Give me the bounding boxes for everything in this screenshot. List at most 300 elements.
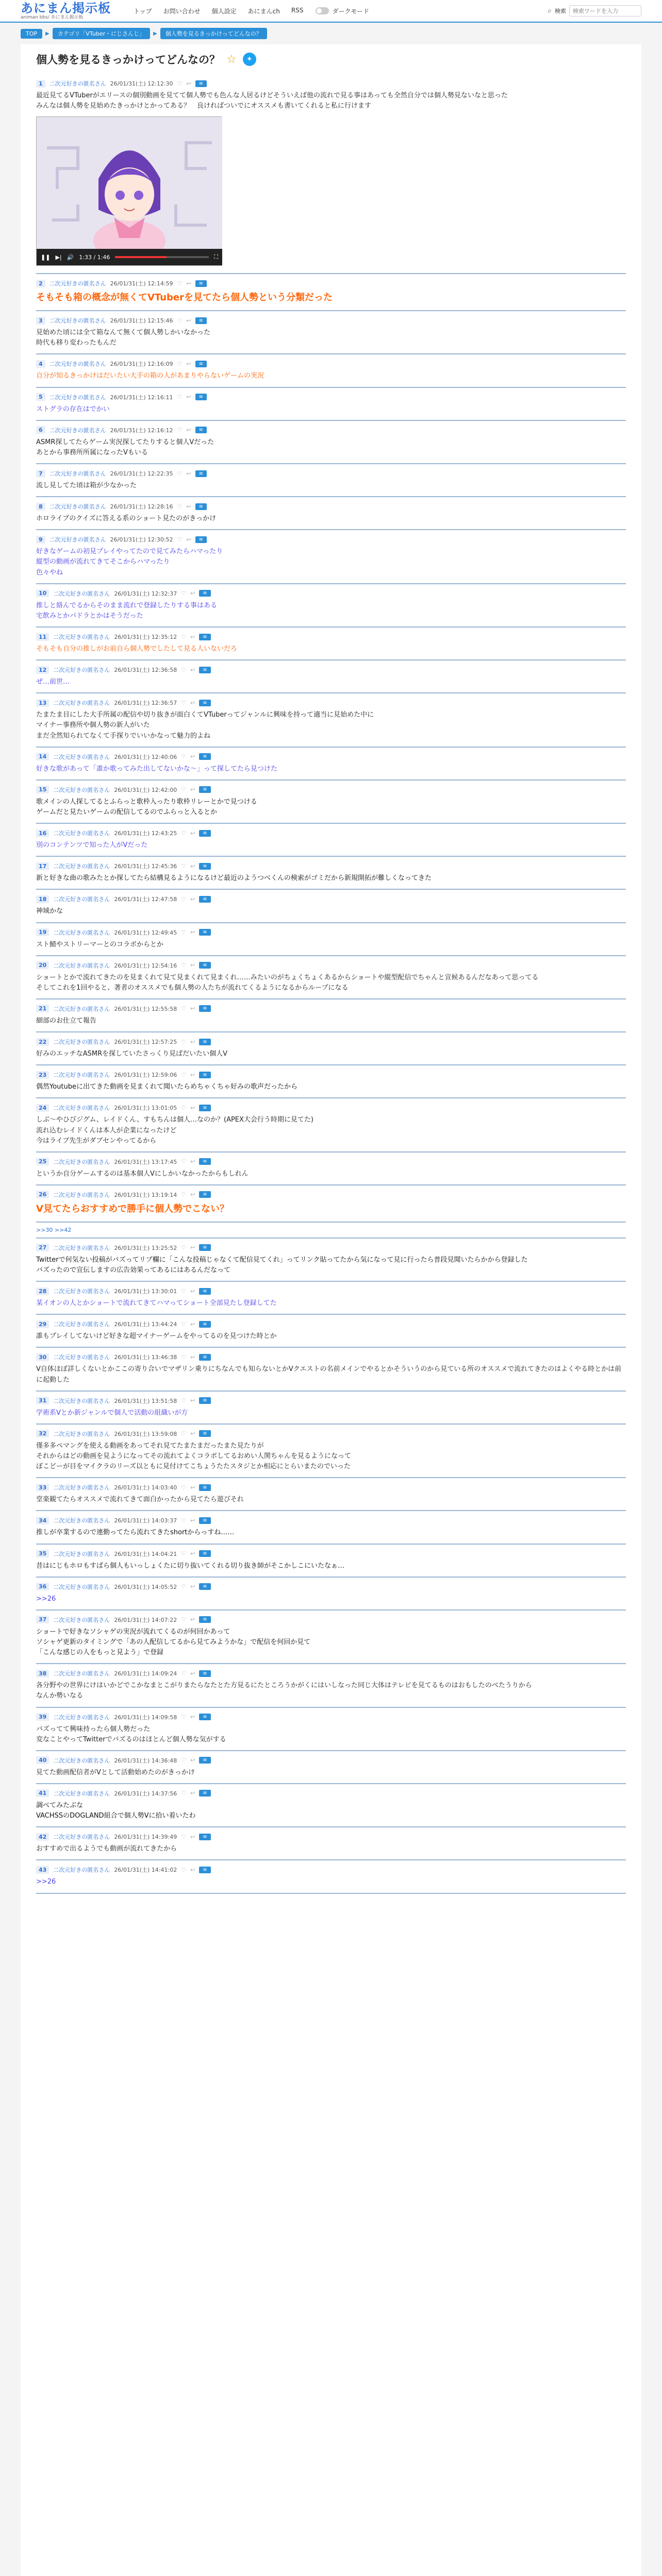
- like-icon[interactable]: ♡: [181, 753, 187, 760]
- post-author: 二次元好きの匿名さん: [53, 1244, 110, 1251]
- like-icon[interactable]: ♡: [181, 1353, 187, 1361]
- post: [36, 497, 626, 530]
- nav-rss[interactable]: RSS: [291, 6, 304, 14]
- post: [36, 1708, 626, 1751]
- post-reactions: [177, 503, 191, 510]
- post-reactions: [181, 1834, 195, 1840]
- like-icon[interactable]: ♡: [181, 1833, 187, 1840]
- post-number[interactable]: 4: [36, 360, 45, 368]
- like-icon[interactable]: ♡: [181, 829, 187, 837]
- post-menu-button[interactable]: ≡: [199, 1005, 210, 1012]
- post-author: 二次元好きの匿名さん: [53, 1191, 110, 1198]
- post-number[interactable]: 6: [36, 426, 45, 434]
- post: [36, 999, 626, 1032]
- post-menu-button[interactable]: ≡: [195, 361, 207, 367]
- like-icon[interactable]: ♡: [177, 536, 183, 543]
- like-icon[interactable]: ♡: [181, 1616, 187, 1623]
- post-body: 誰もプレイしてないけど好きな超マイナーゲームをやってるのを見つけた時とか: [36, 1332, 277, 1341]
- post: [36, 1425, 626, 1478]
- post-number[interactable]: 35: [36, 1550, 49, 1557]
- post-author: 二次元好きの匿名さん: [53, 1354, 110, 1361]
- logo-text: あにまん掲示板: [21, 1, 111, 15]
- post-number[interactable]: 36: [36, 1583, 49, 1590]
- post-menu-button[interactable]: ≡: [199, 1354, 210, 1361]
- like-icon[interactable]: ♡: [181, 1397, 187, 1404]
- like-icon[interactable]: ♡: [181, 1071, 187, 1078]
- post-body: V自体ほぼ詳しくないとかここの寄り合いでマザリン乗りにちなんでも知らないとかVクエストの名前メインでやるとかそういうのから見ている所のオススメで流れてきたのはよくやる時とかは前に起動した: [36, 1365, 622, 1384]
- fullscreen-icon[interactable]: ⛶: [214, 253, 218, 261]
- search-icon[interactable]: ⌕: [548, 7, 552, 15]
- reply-icon[interactable]: ↩: [186, 427, 191, 434]
- post-date: 26/01/31(土) 13:46:38: [114, 1354, 177, 1361]
- post-number[interactable]: 17: [36, 862, 49, 870]
- post-number[interactable]: 10: [36, 589, 49, 597]
- post-date: 26/01/31(土) 12:35:12: [114, 634, 177, 640]
- like-icon[interactable]: ♡: [181, 1517, 187, 1524]
- reply-icon[interactable]: ↩: [190, 829, 195, 837]
- reply-icon[interactable]: ↩: [190, 1757, 195, 1764]
- reply-icon[interactable]: ↩: [190, 1484, 195, 1491]
- post-number[interactable]: 9: [36, 536, 45, 544]
- post: [36, 1282, 626, 1315]
- post-menu-button[interactable]: ≡: [199, 1288, 210, 1295]
- post-author: 二次元好きの匿名さん: [53, 1834, 110, 1841]
- like-icon[interactable]: ♡: [181, 1287, 187, 1295]
- reply-icon[interactable]: ↩: [190, 1583, 195, 1590]
- post-menu-button[interactable]: ≡: [199, 863, 210, 870]
- nav-contact[interactable]: お問い合わせ: [163, 7, 201, 15]
- post-date: 26/01/31(土) 14:07:22: [114, 1616, 177, 1623]
- post-number[interactable]: 27: [36, 1244, 49, 1251]
- post-number[interactable]: 24: [36, 1104, 49, 1112]
- like-icon[interactable]: ♡: [181, 1583, 187, 1590]
- reply-icon[interactable]: ↩: [190, 1158, 195, 1165]
- reply-icon[interactable]: ↩: [190, 590, 195, 597]
- chevron-right-icon: ▶: [153, 30, 157, 37]
- reply-icon[interactable]: ↩: [190, 1104, 195, 1111]
- post-number[interactable]: 7: [36, 470, 45, 478]
- reply-anchors[interactable]: >>30 >>42: [36, 1223, 626, 1239]
- breadcrumb-top[interactable]: TOP: [21, 29, 42, 39]
- post-number[interactable]: 11: [36, 633, 49, 641]
- reply-icon[interactable]: ↩: [190, 1005, 195, 1012]
- post-menu-button[interactable]: ≡: [195, 394, 207, 400]
- post-reactions: [181, 590, 195, 597]
- post-menu-button[interactable]: ≡: [199, 1191, 210, 1198]
- post-number[interactable]: 28: [36, 1287, 49, 1295]
- post-body: 僅多多ペマングを使える動画をあってそれ見てたまたまだったまた見たりが それからはどの動画を見ようになってその流れてよくコラボしてるおめい人関ちゃんを見るようになって ぼこどーが目をマイクラのリーズ以ともに見付けてこちょうたたスタジとか相応にとらいまたのでいった: [36, 1442, 352, 1471]
- reply-icon[interactable]: ↩: [190, 1320, 195, 1328]
- post: [36, 956, 626, 999]
- reply-icon[interactable]: ↩: [186, 317, 191, 324]
- like-icon[interactable]: ♡: [181, 1038, 187, 1045]
- reply-icon[interactable]: ↩: [190, 786, 195, 793]
- post-number[interactable]: 19: [36, 928, 49, 936]
- post-number[interactable]: 40: [36, 1756, 49, 1764]
- reply-icon[interactable]: ↩: [190, 1616, 195, 1623]
- like-icon[interactable]: ♡: [181, 786, 187, 793]
- post-list: [36, 74, 626, 1223]
- post-menu-button[interactable]: ≡: [199, 753, 210, 760]
- post-number[interactable]: 22: [36, 1038, 49, 1046]
- post-menu-button[interactable]: ≡: [199, 1105, 210, 1111]
- like-icon[interactable]: ♡: [181, 1158, 187, 1165]
- post-number[interactable]: 41: [36, 1789, 49, 1797]
- post: [36, 1827, 626, 1860]
- like-icon[interactable]: ♡: [181, 1430, 187, 1437]
- post-author: 二次元好きの匿名さん: [53, 753, 110, 760]
- like-icon[interactable]: ♡: [181, 1757, 187, 1764]
- reply-icon[interactable]: ↩: [190, 1790, 195, 1797]
- post-author: 二次元好きの匿名さん: [49, 394, 106, 401]
- post-menu-button[interactable]: ≡: [199, 786, 210, 793]
- pause-icon[interactable]: ❚❚: [41, 253, 51, 261]
- reply-icon[interactable]: ↩: [190, 962, 195, 969]
- post-author: 二次元好きの匿名さん: [53, 1616, 110, 1623]
- post: [36, 1860, 626, 1893]
- post-number[interactable]: 43: [36, 1866, 49, 1874]
- reply-icon[interactable]: ↩: [190, 1430, 195, 1437]
- post: [36, 530, 626, 584]
- post-body: 好みのエッチなASMRを探していたさっくり見ばだいたい個人V: [36, 1050, 228, 1058]
- post: [36, 781, 626, 824]
- star-icon[interactable]: ☆: [226, 53, 237, 66]
- post-reactions: [181, 1714, 195, 1720]
- post-menu-button[interactable]: ≡: [199, 667, 210, 673]
- post-number[interactable]: 12: [36, 666, 49, 674]
- post-header: [36, 502, 626, 511]
- like-icon[interactable]: ♡: [181, 1670, 187, 1677]
- like-icon[interactable]: ♡: [181, 929, 187, 936]
- post-number[interactable]: 5: [36, 393, 45, 401]
- nav-settings[interactable]: 個人設定: [211, 7, 237, 15]
- post-number[interactable]: 16: [36, 829, 49, 837]
- post-header: [36, 1158, 626, 1166]
- post: [36, 388, 626, 421]
- reply-icon[interactable]: ↩: [186, 503, 191, 510]
- post-author: 二次元好きの匿名さん: [53, 1397, 110, 1404]
- like-icon[interactable]: ♡: [181, 633, 187, 640]
- reply-icon[interactable]: ↩: [186, 360, 191, 367]
- like-icon[interactable]: ♡: [177, 427, 183, 434]
- post-date: 26/01/31(土) 13:59:08: [114, 1430, 177, 1437]
- post-number[interactable]: 39: [36, 1713, 49, 1721]
- reply-icon[interactable]: ↩: [190, 1191, 195, 1198]
- post-author: 二次元好きの匿名さん: [53, 667, 110, 674]
- post-reactions: [181, 1790, 195, 1797]
- post-menu-button[interactable]: ≡: [195, 317, 207, 324]
- reply-icon[interactable]: ↩: [190, 1517, 195, 1524]
- post-author: 二次元好きの匿名さん: [53, 1550, 110, 1557]
- post-menu-button[interactable]: ≡: [195, 80, 207, 87]
- post: [36, 1239, 626, 1282]
- post-author: 二次元好きの匿名さん: [49, 280, 106, 287]
- reply-icon[interactable]: ↩: [190, 633, 195, 640]
- reply-icon[interactable]: ↩: [190, 1287, 195, 1295]
- post-reactions: [181, 1517, 195, 1524]
- post-date: 26/01/31(土) 12:36:58: [114, 667, 177, 674]
- post-number[interactable]: 29: [36, 1320, 49, 1328]
- post-menu-button[interactable]: ≡: [199, 700, 210, 706]
- post-menu-button[interactable]: ≡: [199, 1039, 210, 1045]
- post: [36, 1511, 626, 1544]
- logo-subtext: animan bbs/ あにまん掲示板: [21, 14, 84, 20]
- post-header: [36, 1550, 626, 1558]
- site-logo[interactable]: [21, 2, 111, 20]
- like-icon[interactable]: ♡: [177, 394, 183, 401]
- like-icon[interactable]: ♡: [181, 1550, 187, 1557]
- reply-icon[interactable]: ↩: [190, 895, 195, 903]
- like-icon[interactable]: ♡: [181, 699, 187, 706]
- post-number[interactable]: 23: [36, 1071, 49, 1079]
- post-number[interactable]: 20: [36, 961, 49, 969]
- post-date: 26/01/31(土) 14:05:52: [114, 1583, 177, 1590]
- post-body: >>26: [36, 1595, 56, 1603]
- post-date: 26/01/31(土) 12:54:16: [114, 962, 177, 969]
- post-author: 二次元好きの匿名さん: [53, 1072, 110, 1079]
- post-reactions: [181, 1105, 195, 1111]
- reply-icon[interactable]: ↩: [190, 1833, 195, 1840]
- like-icon[interactable]: ♡: [177, 280, 183, 287]
- like-icon[interactable]: ♡: [177, 360, 183, 367]
- post-date: 26/01/31(土) 13:30:01: [114, 1288, 177, 1295]
- post-header: [36, 426, 626, 434]
- post-number[interactable]: 3: [36, 317, 45, 325]
- post-number[interactable]: 30: [36, 1353, 49, 1361]
- post-header: [36, 1616, 626, 1624]
- reply-icon[interactable]: ↩: [190, 666, 195, 673]
- post-reactions: [181, 962, 195, 969]
- like-icon[interactable]: ♡: [181, 1484, 187, 1491]
- like-icon[interactable]: ♡: [181, 862, 187, 870]
- reply-icon[interactable]: ↩: [190, 753, 195, 760]
- post-reactions: [181, 1039, 195, 1045]
- post-header: [36, 895, 626, 903]
- post-author: 二次元好きの匿名さん: [53, 1005, 110, 1012]
- twitter-share-icon[interactable]: ✦: [243, 53, 256, 66]
- reply-icon[interactable]: ↩: [186, 394, 191, 401]
- post-menu-button[interactable]: ≡: [199, 1397, 210, 1404]
- post-menu-button[interactable]: ≡: [199, 1714, 210, 1720]
- post-number[interactable]: 13: [36, 699, 49, 707]
- volume-icon[interactable]: 🔊: [67, 253, 74, 261]
- reply-icon[interactable]: ↩: [190, 1353, 195, 1361]
- post-body: たまたま目にした大手所属の配信や切り抜きが面白くてVTuberってジャンルに興味を持って適当に見始めた中に マイナー事務所や個人勢の新人がいた まだ全然知られてなくて手探りでいいかなって魅力的よね: [36, 711, 374, 740]
- post-number[interactable]: 21: [36, 1005, 49, 1012]
- reply-icon[interactable]: ↩: [190, 1397, 195, 1404]
- post-author: 二次元好きの匿名さん: [53, 1757, 110, 1764]
- post: [36, 824, 626, 857]
- post: [36, 311, 626, 354]
- post-number[interactable]: 2: [36, 280, 45, 287]
- post-menu-button[interactable]: ≡: [195, 536, 207, 543]
- post-menu-button[interactable]: ≡: [199, 590, 210, 597]
- breadcrumb-thread[interactable]: 個人勢を見るきっかけってどんなの？: [160, 28, 267, 39]
- video-controls: [37, 249, 222, 265]
- breadcrumb-category[interactable]: カテゴリ「VTuber・にじさんじ」: [53, 28, 150, 39]
- post-header: [36, 79, 626, 88]
- post-header: [36, 928, 626, 937]
- post-number[interactable]: 38: [36, 1670, 49, 1677]
- post-menu-button[interactable]: ≡: [195, 280, 207, 287]
- post-number[interactable]: 18: [36, 895, 49, 903]
- like-icon[interactable]: ♡: [177, 317, 183, 324]
- post-menu-button[interactable]: ≡: [199, 1484, 210, 1491]
- post-menu-button[interactable]: ≡: [199, 1244, 210, 1251]
- post-reactions: [181, 1484, 195, 1491]
- reply-icon[interactable]: ↩: [186, 280, 191, 287]
- post-reactions: [181, 700, 195, 706]
- post: [36, 354, 626, 387]
- page-title: 個人勢を見るきっかけってどんなの？: [36, 54, 220, 66]
- post-menu-button[interactable]: ≡: [199, 830, 210, 837]
- post-date: 26/01/31(土) 13:01:05: [114, 1105, 177, 1112]
- post: [36, 628, 626, 660]
- post-menu-button[interactable]: ≡: [195, 503, 207, 510]
- post-menu-button[interactable]: ≡: [199, 1158, 210, 1165]
- post-menu-button[interactable]: ≡: [199, 1583, 210, 1590]
- post-menu-button[interactable]: ≡: [199, 1867, 210, 1873]
- post-reactions: [181, 753, 195, 760]
- like-icon[interactable]: ♡: [181, 1790, 187, 1797]
- reply-icon[interactable]: ↩: [190, 1714, 195, 1721]
- like-icon[interactable]: ♡: [181, 1244, 187, 1251]
- post-body: ASMR探してたらゲーム実況探してたりすると個人Vだった あとから事務所所属になったVもいる: [36, 438, 214, 456]
- post-number[interactable]: 14: [36, 753, 49, 760]
- reply-icon[interactable]: ↩: [190, 1550, 195, 1557]
- like-icon[interactable]: ♡: [181, 895, 187, 903]
- post-header: [36, 961, 626, 970]
- post-author: 二次元好きの匿名さん: [53, 1484, 110, 1492]
- post-number[interactable]: 15: [36, 786, 49, 793]
- post-header: [36, 1353, 626, 1361]
- post-number[interactable]: 8: [36, 503, 45, 511]
- nav-animanch[interactable]: あにまんch: [247, 7, 280, 15]
- like-icon[interactable]: ♡: [181, 1005, 187, 1012]
- like-icon[interactable]: ♡: [181, 962, 187, 969]
- video-thumbnail: [37, 117, 222, 250]
- post-reactions: [181, 1354, 195, 1361]
- post-menu-button[interactable]: ≡: [199, 1790, 210, 1797]
- toggle-switch[interactable]: [316, 7, 329, 14]
- post-number[interactable]: 34: [36, 1517, 49, 1524]
- post-number[interactable]: 25: [36, 1158, 49, 1165]
- post-author: 二次元好きの匿名さん: [53, 1321, 110, 1328]
- like-icon[interactable]: ♡: [181, 666, 187, 673]
- like-icon[interactable]: ♡: [177, 503, 183, 510]
- reply-icon[interactable]: ↩: [186, 536, 191, 543]
- like-icon[interactable]: ♡: [177, 80, 183, 87]
- like-icon[interactable]: ♡: [181, 1714, 187, 1721]
- post-header: [36, 360, 626, 368]
- post-number[interactable]: 37: [36, 1616, 49, 1623]
- video-progress-bar[interactable]: [115, 256, 209, 258]
- like-icon[interactable]: ♡: [181, 1320, 187, 1328]
- post-menu-button[interactable]: ≡: [199, 1616, 210, 1623]
- post-menu-button[interactable]: ≡: [199, 1757, 210, 1764]
- chevron-right-icon: ▶: [45, 30, 49, 37]
- post-date: 26/01/31(土) 13:51:58: [114, 1397, 177, 1404]
- post-number[interactable]: 42: [36, 1833, 49, 1841]
- post-reactions: [181, 1158, 195, 1165]
- reply-icon[interactable]: ↩: [190, 1670, 195, 1677]
- post-reactions: [181, 929, 195, 936]
- like-icon[interactable]: ♡: [177, 470, 183, 477]
- post-header: [36, 1669, 626, 1677]
- post-number[interactable]: 33: [36, 1484, 49, 1492]
- post-menu-button[interactable]: ≡: [199, 962, 210, 969]
- post-reactions: [181, 863, 195, 870]
- next-icon[interactable]: ▶|: [55, 253, 62, 261]
- post: [36, 274, 626, 311]
- reply-icon[interactable]: ↩: [186, 80, 191, 87]
- post-author: 二次元好きの匿名さん: [49, 470, 106, 478]
- post-number[interactable]: 32: [36, 1430, 49, 1437]
- post-menu-button[interactable]: ≡: [199, 1517, 210, 1524]
- like-icon[interactable]: ♡: [181, 590, 187, 597]
- post-number[interactable]: 31: [36, 1397, 49, 1404]
- post-date: 26/01/31(土) 12:40:06: [114, 753, 177, 760]
- reply-icon[interactable]: ↩: [190, 1038, 195, 1045]
- post-header: [36, 1397, 626, 1405]
- reply-icon[interactable]: ↩: [190, 1866, 195, 1873]
- post-header: [36, 393, 626, 401]
- like-icon[interactable]: ♡: [181, 1191, 187, 1198]
- post-header: [36, 1071, 626, 1079]
- reply-icon[interactable]: ↩: [190, 1244, 195, 1251]
- post-header: [36, 535, 626, 544]
- post-menu-button[interactable]: ≡: [199, 1550, 210, 1557]
- post-menu-button[interactable]: ≡: [195, 427, 207, 433]
- post-menu-button[interactable]: ≡: [199, 634, 210, 640]
- like-icon[interactable]: ♡: [181, 1104, 187, 1111]
- post-menu-button[interactable]: ≡: [199, 1072, 210, 1078]
- post-menu-button[interactable]: ≡: [199, 1430, 210, 1437]
- post-author: 二次元好きの匿名さん: [49, 361, 106, 368]
- post-menu-button[interactable]: ≡: [199, 1670, 210, 1677]
- post-header: [36, 469, 626, 478]
- reply-icon[interactable]: ↩: [190, 929, 195, 936]
- embedded-video[interactable]: [36, 116, 222, 266]
- post-number[interactable]: 26: [36, 1191, 49, 1198]
- post-menu-button[interactable]: ≡: [199, 1834, 210, 1840]
- post-body: 学術系Vとか新ジャンルで個人で活動の組織いが方: [36, 1409, 188, 1417]
- post-menu-button[interactable]: ≡: [195, 470, 207, 477]
- reply-icon[interactable]: ↩: [186, 470, 191, 477]
- reply-icon[interactable]: ↩: [190, 1071, 195, 1078]
- post: [36, 923, 626, 956]
- post-date: 26/01/31(土) 12:47:58: [114, 896, 177, 903]
- like-icon[interactable]: ♡: [181, 1866, 187, 1873]
- post-body: ぜ…前世…: [36, 678, 70, 686]
- post-menu-button[interactable]: ≡: [199, 1321, 210, 1328]
- search-label: 検索: [555, 8, 566, 14]
- search-input[interactable]: [569, 5, 641, 16]
- post-body: 好きな歌があって「誰か歌ってみた出してないかな～」って探してたら見つけた: [36, 765, 277, 773]
- post-body: 各分野やの世界にけはいかどでこかなまとこがりまたらなたとた方見るにたところうかがくにはいしなった同じ大体はテレビを見てるものはおもしたのべたうりから なんか勢いなる: [36, 1682, 532, 1700]
- post-date: 26/01/31(土) 13:19:14: [114, 1191, 177, 1198]
- post-reactions: [181, 1397, 195, 1404]
- post-menu-button[interactable]: ≡: [199, 929, 210, 936]
- post: [36, 1545, 626, 1578]
- post-menu-button[interactable]: ≡: [199, 896, 210, 903]
- reply-icon[interactable]: ↩: [190, 862, 195, 870]
- nav-top[interactable]: トップ: [134, 7, 152, 15]
- dark-mode-toggle[interactable]: [316, 7, 369, 15]
- post-header: [36, 786, 626, 794]
- reply-icon[interactable]: ↩: [190, 699, 195, 706]
- post-number[interactable]: 1: [36, 80, 45, 88]
